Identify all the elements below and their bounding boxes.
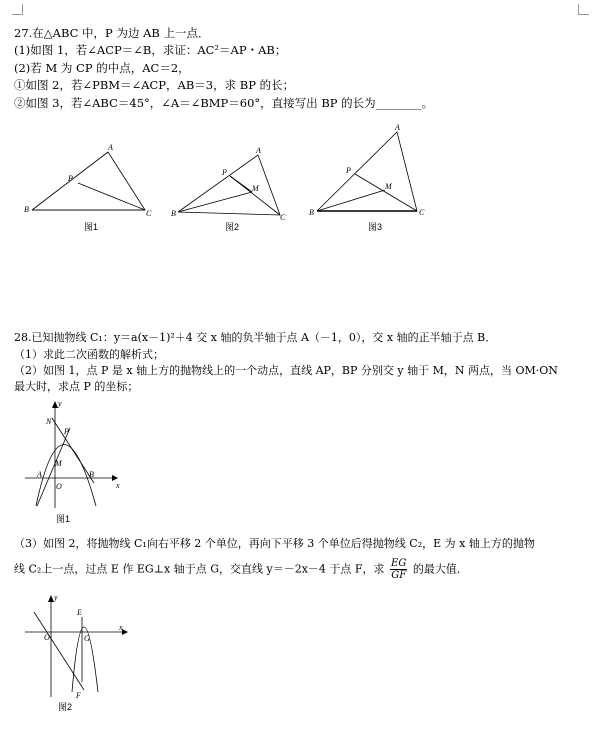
q28-part1: （1）求此二次函数的解析式； — [14, 348, 164, 361]
fig3-label-a: A — [395, 123, 400, 132]
q27-part1: (1)如图 1，若∠ACP＝∠B，求证：AC²＝AP・AB； — [14, 43, 287, 57]
q27-figure-1 — [20, 140, 160, 230]
q28-title: 28.已知抛物线 C₁：y＝a(x－1)²＋4 交 x 轴的负半轴于点 A（－1，0），交 x 轴的正半轴于点 B． — [14, 331, 497, 344]
q28-fig2-label-o: O — [44, 633, 50, 642]
q27-fig1-caption: 图1 — [84, 222, 99, 232]
q28-fig2-caption: 图2 — [58, 702, 73, 712]
q27-part2b: ②如图 3，若∠ABC＝45°，∠A＝∠BMP＝60°，直接写出 BP 的长为________。 — [14, 96, 434, 110]
fig3-label-c: C — [419, 208, 425, 217]
q28-figure-1 — [22, 398, 122, 513]
fig1-label-p: P — [68, 174, 73, 183]
q28-fig2-label-g: G — [84, 634, 90, 643]
fig3-label-p: P — [346, 166, 351, 175]
page-corner-mark-right — [578, 4, 589, 15]
fig3-label-b: B — [309, 208, 314, 217]
q28-fraction-denominator: GF — [391, 570, 407, 581]
q27-fig3-caption: 图3 — [368, 222, 383, 232]
q28-fig2-label-y: y — [54, 593, 58, 602]
fig1-label-b: B — [24, 205, 29, 214]
fig2-label-b: B — [171, 209, 176, 218]
fig2-label-a: A — [256, 146, 261, 155]
fig2-label-p: P — [222, 168, 227, 177]
q28-fig1-label-b: B — [89, 470, 94, 479]
q27-figure-2 — [168, 140, 298, 230]
q28-fig1-caption: 图1 — [56, 514, 71, 524]
page-corner-mark-left — [12, 4, 23, 15]
q27-title: 27.在△ABC 中，P 为边 AB 上一点． — [14, 26, 210, 40]
q28-fig2-label-e: E — [77, 608, 82, 617]
fig2-label-m: M — [252, 184, 259, 193]
q28-figure-2 — [22, 592, 137, 712]
q28-fraction — [390, 558, 407, 581]
q28-part3-tail: 的最大值． — [412, 562, 468, 576]
q27-part2: (2)若 M 为 CP 的中点，AC＝2， — [14, 61, 190, 75]
q28-part3-text: 线 C₂上一点，过点 E 作 EG⊥x 轴于点 G，交直线 y＝－2x－4 于点 F，求 — [14, 562, 385, 576]
q28-fig1-label-m: M — [55, 459, 62, 468]
q27-fig2-caption: 图2 — [225, 222, 240, 232]
fig1-label-a: A — [108, 143, 113, 152]
q28-part3-line1: （3）如图 2，将抛物线 C₁向右平移 2 个单位，再向下平移 3 个单位后得抛物线 C₂，E 为 x 轴上方的抛物 — [14, 537, 535, 550]
q28-fig1-label-p: P — [64, 427, 69, 436]
q27-part2a: ①如图 2，若∠PBM＝∠ACP，AB＝3，求 BP 的长； — [14, 78, 295, 92]
q28-fig2-label-x: x — [119, 623, 123, 632]
q28-fig1-label-o: O — [56, 482, 62, 491]
q28-part3-line2 — [14, 558, 468, 581]
fig2-label-c: C — [280, 213, 286, 222]
q28-fig1-label-y: y — [58, 399, 62, 408]
q28-fraction-numerator: EG — [391, 558, 407, 569]
fig1-label-c: C — [146, 209, 152, 218]
q28-fig1-label-a: A — [37, 470, 42, 479]
fig3-label-m: M — [385, 182, 392, 191]
q28-part2-line1: （2）如图 1，点 P 是 x 轴上方的抛物线上的一个动点，直线 AP，BP 分别交 y 轴于 M，N 两点，当 OM·ON — [14, 364, 558, 377]
q28-part2-line2: 最大时，求点 P 的坐标； — [14, 380, 139, 393]
q28-fig2-label-f: F — [76, 691, 81, 700]
q27-figure-3 — [305, 120, 435, 230]
q28-fig1-label-x: x — [116, 481, 120, 490]
q28-fig1-label-n: N — [46, 417, 52, 426]
